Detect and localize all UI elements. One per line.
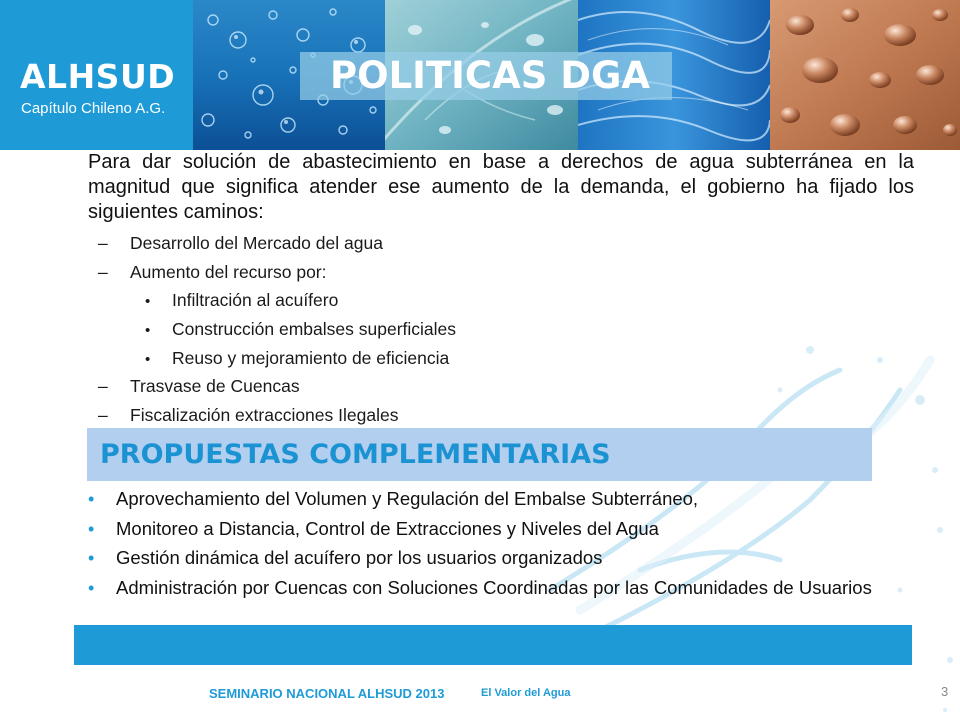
footer-seminar: SEMINARIO NACIONAL ALHSUD 2013: [209, 686, 445, 701]
page-number: 3: [941, 684, 949, 699]
propuesta-text: Aprovechamiento del Volumen y Regulación del Embalse Subterráneo,: [116, 488, 699, 509]
camino-item: [98, 404, 398, 426]
dash-marker: –: [98, 405, 108, 425]
propuesta-item: [88, 547, 914, 569]
dash-marker: –: [98, 376, 108, 396]
footer-tagline: El Valor del Agua: [481, 687, 571, 699]
dash-marker: –: [98, 262, 108, 282]
bullet-icon: •: [88, 548, 95, 568]
propuesta-item: [88, 518, 914, 540]
bullet-icon: •: [88, 489, 95, 509]
camino-label: Aumento del recurso por:: [130, 262, 327, 282]
camino-subitem: [145, 318, 456, 342]
bullet-marker: •: [145, 351, 151, 368]
camino-item: [98, 375, 300, 397]
bullet-marker: •: [145, 322, 151, 339]
slide-title: POLITICAS DGA: [330, 54, 650, 97]
dash-marker: –: [98, 233, 108, 253]
camino-label: Infiltración al acuífero: [172, 290, 339, 310]
camino-item: [98, 261, 327, 283]
alhsud-logo: [0, 0, 193, 150]
propuesta-text: Gestión dinámica del acuífero por los usuarios organizados: [116, 547, 603, 568]
camino-item: [98, 232, 383, 254]
camino-subitem: [145, 289, 338, 313]
propuesta-text: Administración por Cuencas con Soluciones Coordinadas por las Comunidades de Usuarios: [116, 577, 872, 598]
bullet-icon: •: [88, 519, 95, 539]
camino-subitem: [145, 347, 449, 371]
copper-droplets-photo: [770, 0, 960, 150]
intro-paragraph: Para dar solución de abastecimiento en base a derechos de agua subterránea en la magnitud que significa atender ese aumento de la demanda, el gobierno ha fijado los siguientes caminos:: [88, 151, 914, 223]
camino-label: Reuso y mejoramiento de eficiencia: [172, 348, 450, 368]
propuesta-item: [88, 488, 914, 510]
bullet-marker: •: [145, 293, 151, 310]
header-banner: [0, 0, 960, 150]
propuesta-item: [88, 577, 914, 599]
bullet-icon: •: [88, 578, 95, 598]
camino-label: Construcción embalses superficiales: [172, 319, 457, 339]
logo-subtitle: Capítulo Chileno A.G.: [21, 100, 166, 117]
propuesta-text: Monitoreo a Distancia, Control de Extracciones y Niveles del Agua: [116, 518, 659, 539]
camino-label: Trasvase de Cuencas: [130, 376, 300, 396]
camino-label: Fiscalización extracciones Ilegales: [130, 405, 399, 425]
propuestas-title: PROPUESTAS COMPLEMENTARIAS: [100, 439, 611, 470]
bottom-accent-bar: [74, 625, 912, 665]
camino-label: Desarrollo del Mercado del agua: [130, 233, 383, 253]
logo-title: ALHSUD: [20, 57, 176, 96]
